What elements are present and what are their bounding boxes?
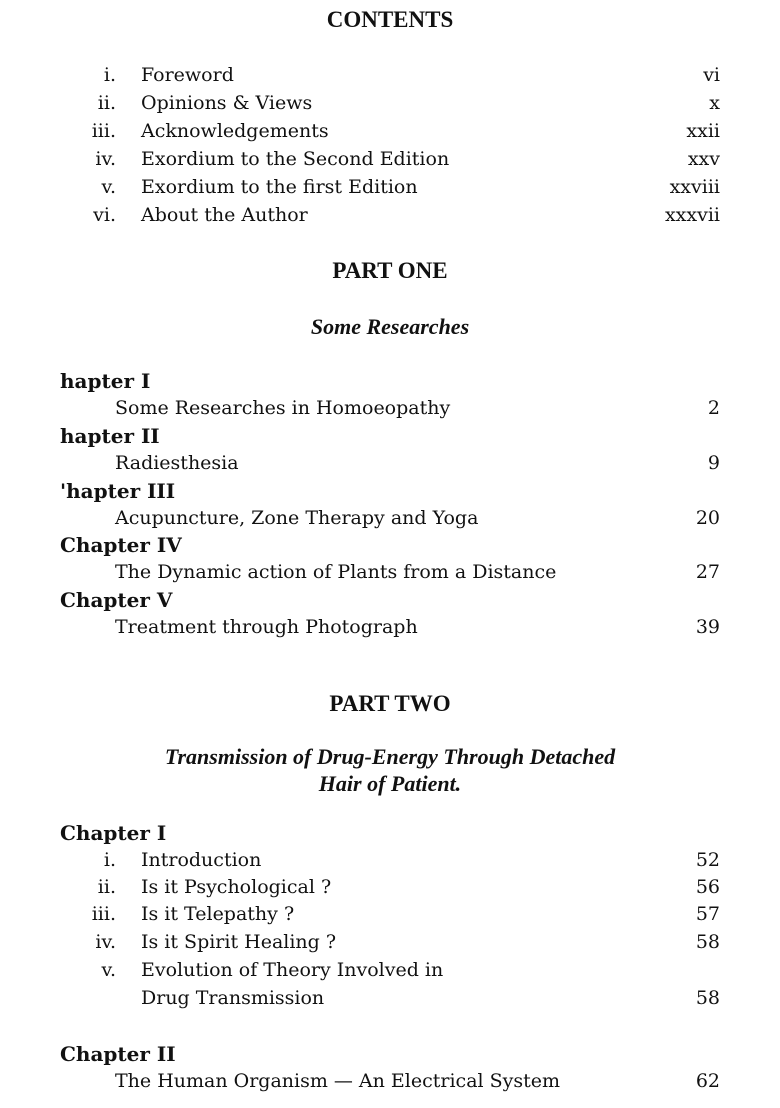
list-item[interactable]: [0, 176, 780, 202]
chapter-heading[interactable]: Chapter IV: [60, 533, 182, 557]
chapter-heading[interactable]: Chapter II: [60, 1042, 176, 1066]
list-item[interactable]: [0, 397, 780, 423]
item-title: Is it Telepathy ?: [141, 903, 295, 925]
item-page: 62: [695, 1070, 720, 1092]
item-page: 56: [695, 876, 720, 898]
chapter-heading[interactable]: Chapter V: [60, 588, 173, 612]
item-number: ii.: [97, 876, 116, 898]
part-two-subtitle-line1: Transmission of Drug-Energy Through Detached: [164, 744, 616, 769]
item-title: Introduction: [141, 849, 262, 871]
list-item[interactable]: [0, 903, 780, 929]
item-title: Foreword: [141, 64, 234, 86]
item-title: Treatment through Photograph: [115, 616, 418, 638]
item-title: Radiesthesia: [115, 452, 239, 474]
item-page: xxviii: [669, 176, 720, 198]
item-title-continued: Drug Transmission: [141, 987, 325, 1009]
list-item[interactable]: [0, 120, 780, 146]
item-title: Is it Spirit Healing ?: [141, 931, 337, 953]
item-page: 52: [695, 849, 720, 871]
part-one-title: PART ONE: [332, 258, 448, 283]
list-item[interactable]: [0, 64, 780, 90]
chapter-heading[interactable]: 'hapter III: [60, 479, 176, 503]
item-page: xxii: [686, 120, 720, 142]
list-item[interactable]: [0, 507, 780, 533]
item-page: 39: [695, 616, 720, 638]
contents-title: CONTENTS: [326, 7, 454, 32]
list-item[interactable]: [0, 616, 780, 642]
item-title: Some Researches in Homoeopathy: [115, 397, 451, 419]
part-two-subtitle-line2: Hair of Patient.: [318, 771, 462, 796]
item-page: 58: [695, 931, 720, 953]
list-item[interactable]: [0, 92, 780, 118]
item-number: iv.: [95, 931, 116, 953]
item-number: iii.: [91, 903, 116, 925]
item-title: The Dynamic action of Plants from a Distance: [115, 561, 557, 583]
item-number: v.: [101, 959, 116, 981]
item-title: Evolution of Theory Involved in: [141, 959, 444, 981]
item-number: vi.: [93, 204, 116, 226]
item-page: 58: [695, 987, 720, 1009]
item-number: i.: [103, 64, 116, 86]
part-two-title: PART TWO: [329, 691, 451, 716]
chapter-heading[interactable]: Chapter I: [60, 821, 167, 845]
item-title: Acupuncture, Zone Therapy and Yoga: [115, 507, 479, 529]
item-page: xxv: [687, 148, 720, 170]
item-title: Exordium to the first Edition: [141, 176, 418, 198]
item-title: The Human Organism — An Electrical System: [115, 1070, 561, 1092]
list-item[interactable]: [0, 849, 780, 875]
item-page: x: [709, 92, 720, 114]
list-item[interactable]: [0, 452, 780, 478]
item-number: iii.: [91, 120, 116, 142]
item-page: 27: [695, 561, 720, 583]
item-page: 20: [695, 507, 720, 529]
list-item[interactable]: [0, 561, 780, 587]
chapter-heading[interactable]: hapter II: [60, 424, 160, 448]
item-page: 57: [695, 903, 720, 925]
item-title: About the Author: [141, 204, 308, 226]
list-item[interactable]: [0, 931, 780, 957]
list-item[interactable]: [0, 148, 780, 174]
list-item[interactable]: [0, 1070, 780, 1096]
item-title: Exordium to the Second Edition: [141, 148, 450, 170]
item-number: i.: [103, 849, 116, 871]
list-item[interactable]: [0, 876, 780, 902]
item-page: vi: [703, 64, 720, 86]
list-item[interactable]: [0, 959, 780, 985]
item-number: iv.: [95, 148, 116, 170]
part-one-subtitle: Some Researches: [310, 314, 470, 339]
item-page: xxxvii: [664, 204, 720, 226]
item-page: 9: [707, 452, 720, 474]
item-title: Is it Psychological ?: [141, 876, 332, 898]
list-item[interactable]: [0, 204, 780, 230]
item-number: v.: [101, 176, 116, 198]
item-title: Acknowledgements: [141, 120, 329, 142]
item-page: 2: [707, 397, 720, 419]
chapter-heading[interactable]: hapter I: [60, 369, 151, 393]
list-item-continuation[interactable]: [0, 987, 780, 1013]
item-number: ii.: [97, 92, 116, 114]
item-title: Opinions & Views: [141, 92, 313, 114]
